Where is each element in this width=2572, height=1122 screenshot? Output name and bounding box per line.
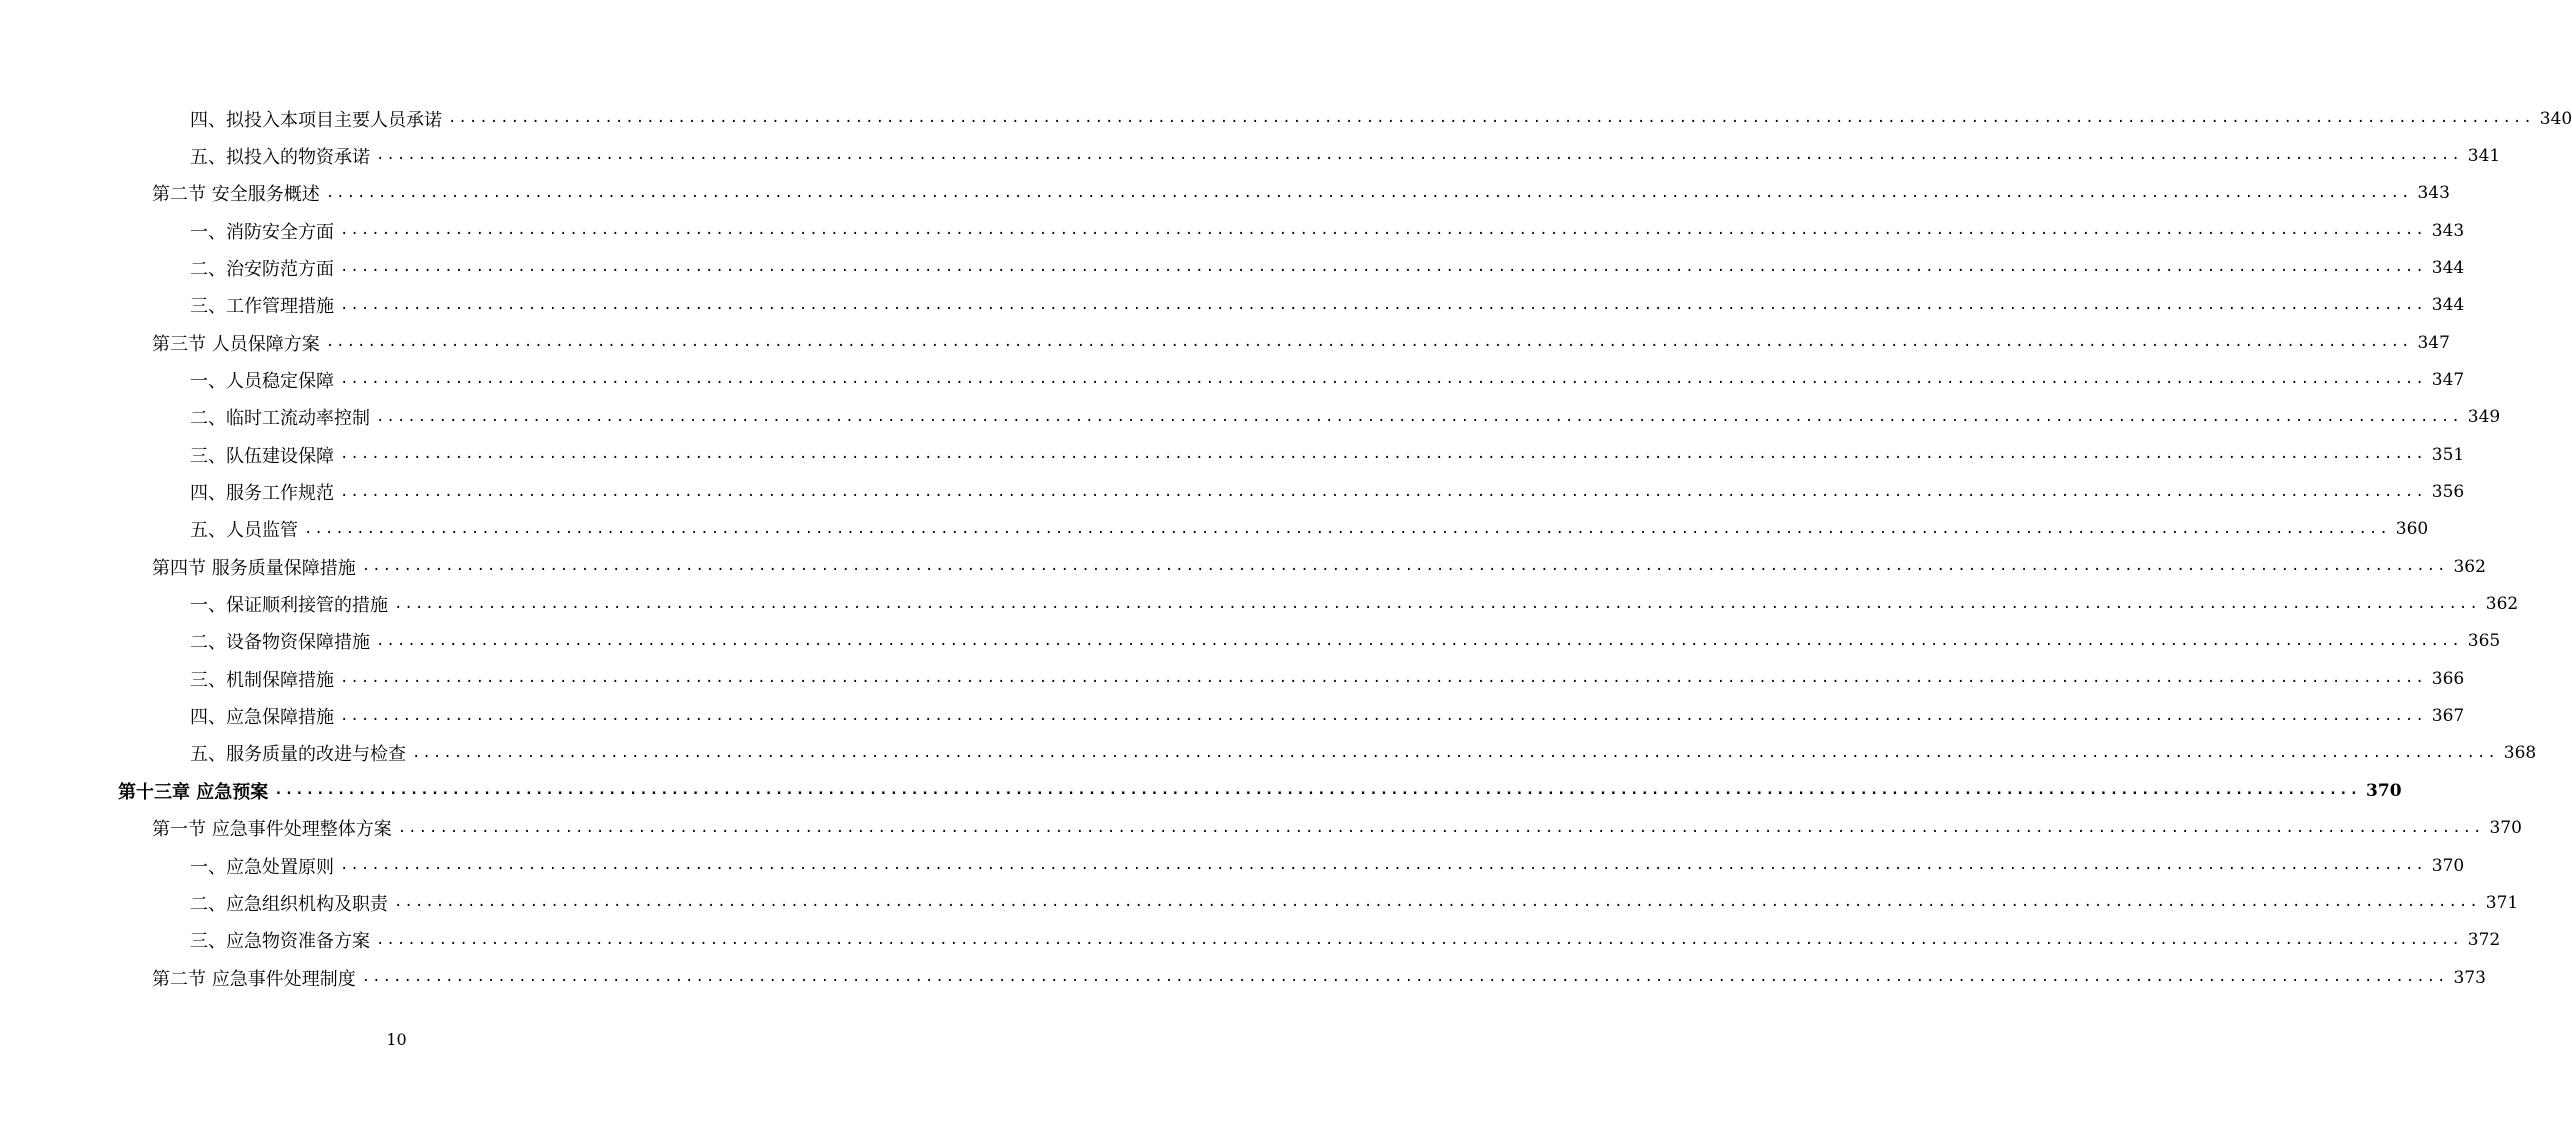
toc-entry-title: 三、应急物资准备方案 (190, 931, 370, 953)
toc-entry-title: 二、设备物资保障措施 (190, 632, 370, 654)
toc-entry-page: 343 (2417, 183, 2450, 204)
toc-entry (190, 698, 2465, 735)
toc-leader-dots: ........................................................................................................................................................................................................ (340, 857, 2426, 873)
toc-leader-dots: ........................................................................................................................................................................................................ (340, 371, 2426, 388)
toc-leader-dots: ........................................................................................................................................................................................................ (274, 782, 2361, 799)
toc-leader-dots: ........................................................................................................................................................................................................ (361, 558, 2448, 575)
toc-entry (190, 660, 2465, 697)
toc-entry (190, 586, 2519, 623)
toc-entry-page: 371 (2485, 892, 2519, 913)
toc-leader-dots: ........................................................................................................................................................................................................ (340, 670, 2426, 687)
toc-entry (190, 137, 2501, 174)
toc-entry (190, 399, 2501, 436)
toc-entry-page: 360 (2395, 519, 2429, 540)
toc-entry-page: 365 (2467, 631, 2501, 652)
toc-entry-title: 三、队伍建设保障 (190, 445, 334, 467)
toc-entry (190, 287, 2465, 324)
toc-leader-dots: ........................................................................................................................................................................................................ (376, 632, 2462, 649)
toc-entry-title: 第一节 应急事件处理整体方案 (152, 819, 392, 841)
toc-entry (190, 884, 2519, 921)
toc-entry (190, 735, 2537, 772)
toc-leader-dots: ........................................................................................................................................................................................................ (376, 931, 2462, 948)
toc-entry-title: 一、人员稳定保障 (190, 370, 334, 392)
toc-entry (190, 511, 2429, 548)
toc-leader-dots: ........................................................................................................................................................................................................ (340, 296, 2426, 313)
toc-entry-title: 第十三章 应急预案 (118, 781, 269, 803)
toc-entry-title: 五、拟投入的物资承诺 (190, 146, 370, 168)
toc-entry-page: 372 (2467, 930, 2501, 951)
toc-entry (118, 772, 2402, 809)
toc-entry-title: 第四节 服务质量保障措施 (152, 557, 356, 579)
toc-leader-dots: ........................................................................................................................................................................................................ (340, 222, 2426, 239)
toc-entry-title: 一、保证顺利接管的措施 (190, 595, 388, 617)
toc-entry-title: 四、服务工作规范 (190, 483, 334, 504)
toc-entry (190, 847, 2465, 884)
toc-entry (190, 474, 2465, 511)
toc-entry-page: 351 (2431, 444, 2465, 465)
toc-entry-title: 第三节 人员保障方案 (152, 333, 320, 355)
toc-entry-page: 373 (2453, 967, 2486, 988)
toc-entry (152, 959, 2486, 996)
toc-entry-page: 341 (2467, 145, 2501, 166)
toc-leader-dots: ........................................................................................................................................................................................................ (304, 520, 2390, 537)
toc-leader-dots: ........................................................................................................................................................................................................ (340, 259, 2426, 276)
toc-entry-page: 343 (2431, 220, 2465, 241)
toc-leader-dots: ........................................................................................................................................................................................................ (340, 707, 2426, 724)
toc-leader-dots: ........................................................................................................................................................................................................ (448, 110, 2534, 126)
toc-entry (152, 324, 2450, 361)
toc-leader-dots: ........................................................................................................................................................................................................ (397, 819, 2484, 836)
toc-leader-dots: ........................................................................................................................................................................................................ (325, 334, 2412, 351)
toc-entry-title: 五、服务质量的改进与检查 (190, 744, 406, 766)
toc-leader-dots: ........................................................................................................................................................................................................ (361, 969, 2448, 986)
toc-entry-title: 二、治安防范方面 (190, 258, 334, 280)
toc-leader-dots: ........................................................................................................................................................................................................ (376, 408, 2462, 425)
toc-entry-title: 三、工作管理措施 (190, 296, 334, 318)
toc-entry-title: 一、应急处置原则 (190, 856, 334, 878)
toc-leader-dots: ........................................................................................................................................................................................................ (340, 483, 2426, 500)
toc-leader-dots: ........................................................................................................................................................................................................ (376, 147, 2462, 164)
toc-entry (190, 623, 2501, 660)
toc-entry (190, 212, 2465, 249)
toc-entry-page: 366 (2431, 668, 2465, 689)
toc-entry-page: 349 (2467, 407, 2501, 428)
toc-entry (190, 922, 2501, 959)
toc-entry-title: 第二节 应急事件处理制度 (152, 968, 356, 990)
toc-entry (190, 436, 2465, 473)
toc-entry-page: 340 (2539, 108, 2572, 129)
toc-entry (190, 361, 2465, 398)
toc-entry-title: 四、应急保障措施 (190, 707, 334, 729)
toc-entry-page: 356 (2431, 482, 2465, 502)
toc-entry-title: 四、拟投入本项目主要人员承诺 (190, 109, 442, 131)
toc-entry-title: 三、机制保障措施 (190, 669, 334, 691)
toc-entry-page: 362 (2485, 594, 2519, 615)
toc-entry-page: 344 (2431, 257, 2465, 278)
toc-entry-title: 第二节 安全服务概述 (152, 184, 320, 206)
toc-entry-page: 367 (2431, 706, 2465, 727)
toc-entry (190, 100, 2572, 137)
toc-leader-dots: ........................................................................................................................................................................................................ (394, 894, 2480, 911)
page-number: 10 (386, 1030, 407, 1049)
toc-entry-title: 二、应急组织机构及职责 (190, 893, 388, 915)
toc-entry-title: 二、临时工流动率控制 (190, 408, 370, 430)
toc-entry (152, 548, 2486, 585)
toc-entry (190, 249, 2465, 286)
toc-entry-page: 370 (2366, 780, 2402, 801)
toc-entry-page: 370 (2431, 855, 2465, 876)
toc-entry-page: 368 (2503, 743, 2537, 764)
toc-entry-page: 347 (2431, 369, 2465, 390)
toc-leader-dots: ........................................................................................................................................................................................................ (325, 184, 2412, 201)
toc-entry (152, 810, 2522, 847)
toc-entry (152, 175, 2450, 212)
toc-leader-dots: ........................................................................................................................................................................................................ (340, 446, 2426, 463)
toc-leader-dots: ........................................................................................................................................................................................................ (412, 744, 2498, 761)
toc-leader-dots: ........................................................................................................................................................................................................ (394, 595, 2480, 612)
toc-entry-page: 347 (2417, 332, 2450, 353)
toc-entry-page: 344 (2431, 295, 2465, 316)
toc-entry-page: 370 (2489, 818, 2522, 839)
toc-entry-page: 362 (2453, 556, 2486, 577)
toc-entry-title: 一、消防安全方面 (190, 221, 334, 243)
toc-entry-title: 五、人员监管 (190, 520, 298, 542)
